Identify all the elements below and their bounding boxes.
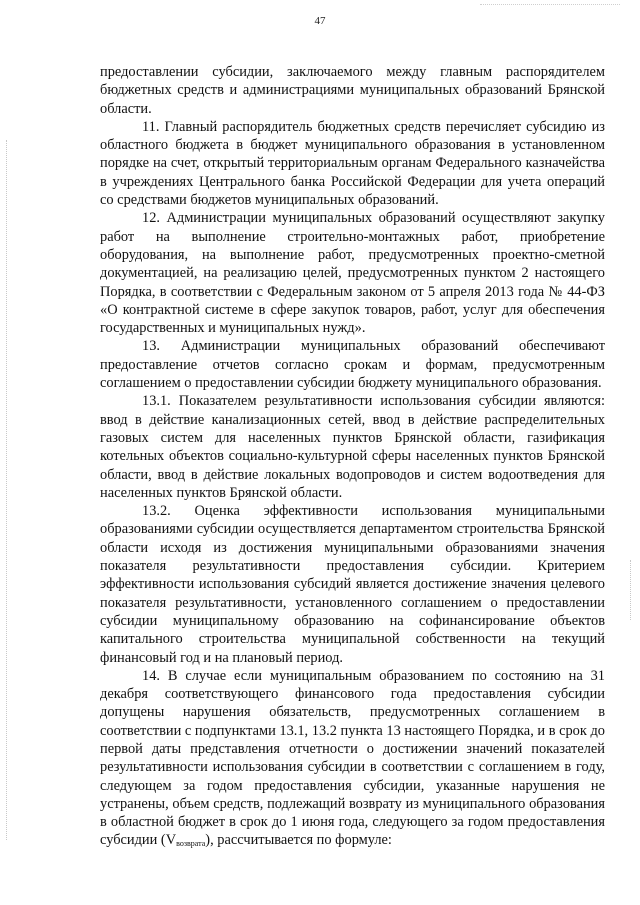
paragraph-14 <box>100 667 605 854</box>
paragraph-11: 11. Главный распорядитель бюджетных средств перечисляет субсидию из областного бюджета в бюджет муниципального образования в установленном порядке на счет, открытый территориальным органам Федерального казначейства в учреждениях Центрального банка Российской Федерации для учета операций со средствами бюджетов муниципальных образований. <box>100 118 605 209</box>
scan-edge-left <box>6 140 8 840</box>
page-number: 47 <box>314 15 326 27</box>
paragraph-14-end: ), рассчитывается по формуле: <box>205 832 392 849</box>
document-body <box>100 63 605 854</box>
scan-edge-right <box>630 560 632 620</box>
paragraph-13-1: 13.1. Показателем результативности использования субсидии являются: ввод в действие канализационных сетей, ввод в действие распределительных газовых систем для населенных пунктов Брянской области, газификация котельных объектов социально-культурной сферы населенных пунктов Брянской области, ввод в действие локальных водопроводов и систем водоотведения для населенных пунктов Брянской области. <box>100 393 605 501</box>
paragraph-12: 12. Администрации муниципальных образований осуществляют закупку работ на выполнение строительно-монтажных работ, приобретение оборудования, на выполнение работ, предусмотренных проектно-сметной документацией, на реализацию целей, предусмотренных пунктом 2 настоящего Порядка, в соответствии с Федеральным законом от 5 апреля 2013 года № 44-ФЗ «О контрактной системе в сфере закупок товаров, работ, услуг для обеспечения государственных и муниципальных нужд». <box>100 210 605 337</box>
paragraph-14-text: 14. В случае если муниципальным образованием по состоянию на 31 декабря соответствующего финансового года предоставления субсидии допущены нарушения обязательств, предусмотренных соглашением в соответствии с подпунктами 13.1, 13.2 пункта 13 настоящего Порядка, и в срок до первой даты представления отчетности о достижении значений показателей результативности использования субсидии в соответствии с соглашением в году, следующем за годом предоставления субсидии, указанные нарушения не устранены, объем средств, подлежащий возврату из муниципального образования в областной бюджет в срок до 1 июня года, следующего за годом предоставления субсидии (V <box>100 667 605 849</box>
scan-artifact-line <box>480 4 620 6</box>
subscript-vozvrata: возврата <box>176 839 206 849</box>
paragraph-continuation: предоставлении субсидии, заключаемого между главным распорядителем бюджетных средств и администрациями муниципальных образований Брянской области. <box>100 64 605 117</box>
paragraph-13-2: 13.2. Оценка эффективности использования муниципальными образованиями субсидии осуществляется департаментом строительства Брянской области исходя из достижения муниципальными образованиями значения показателя результативности предоставления субсидии. Критерием эффективности использования субсидий является достижение значения целевого показателя результативности, установленного соглашением о предоставлении субсидии муниципальному образованию на софинансирование объектов капитального строительства муниципальной собственности на текущий финансовый год и на плановый период. <box>100 503 605 666</box>
paragraph-13: 13. Администрации муниципальных образований обеспечивают предоставление отчетов согласно срокам и формам, предусмотренным соглашением о предоставлении субсидии бюджету муниципального образования. <box>100 338 605 392</box>
